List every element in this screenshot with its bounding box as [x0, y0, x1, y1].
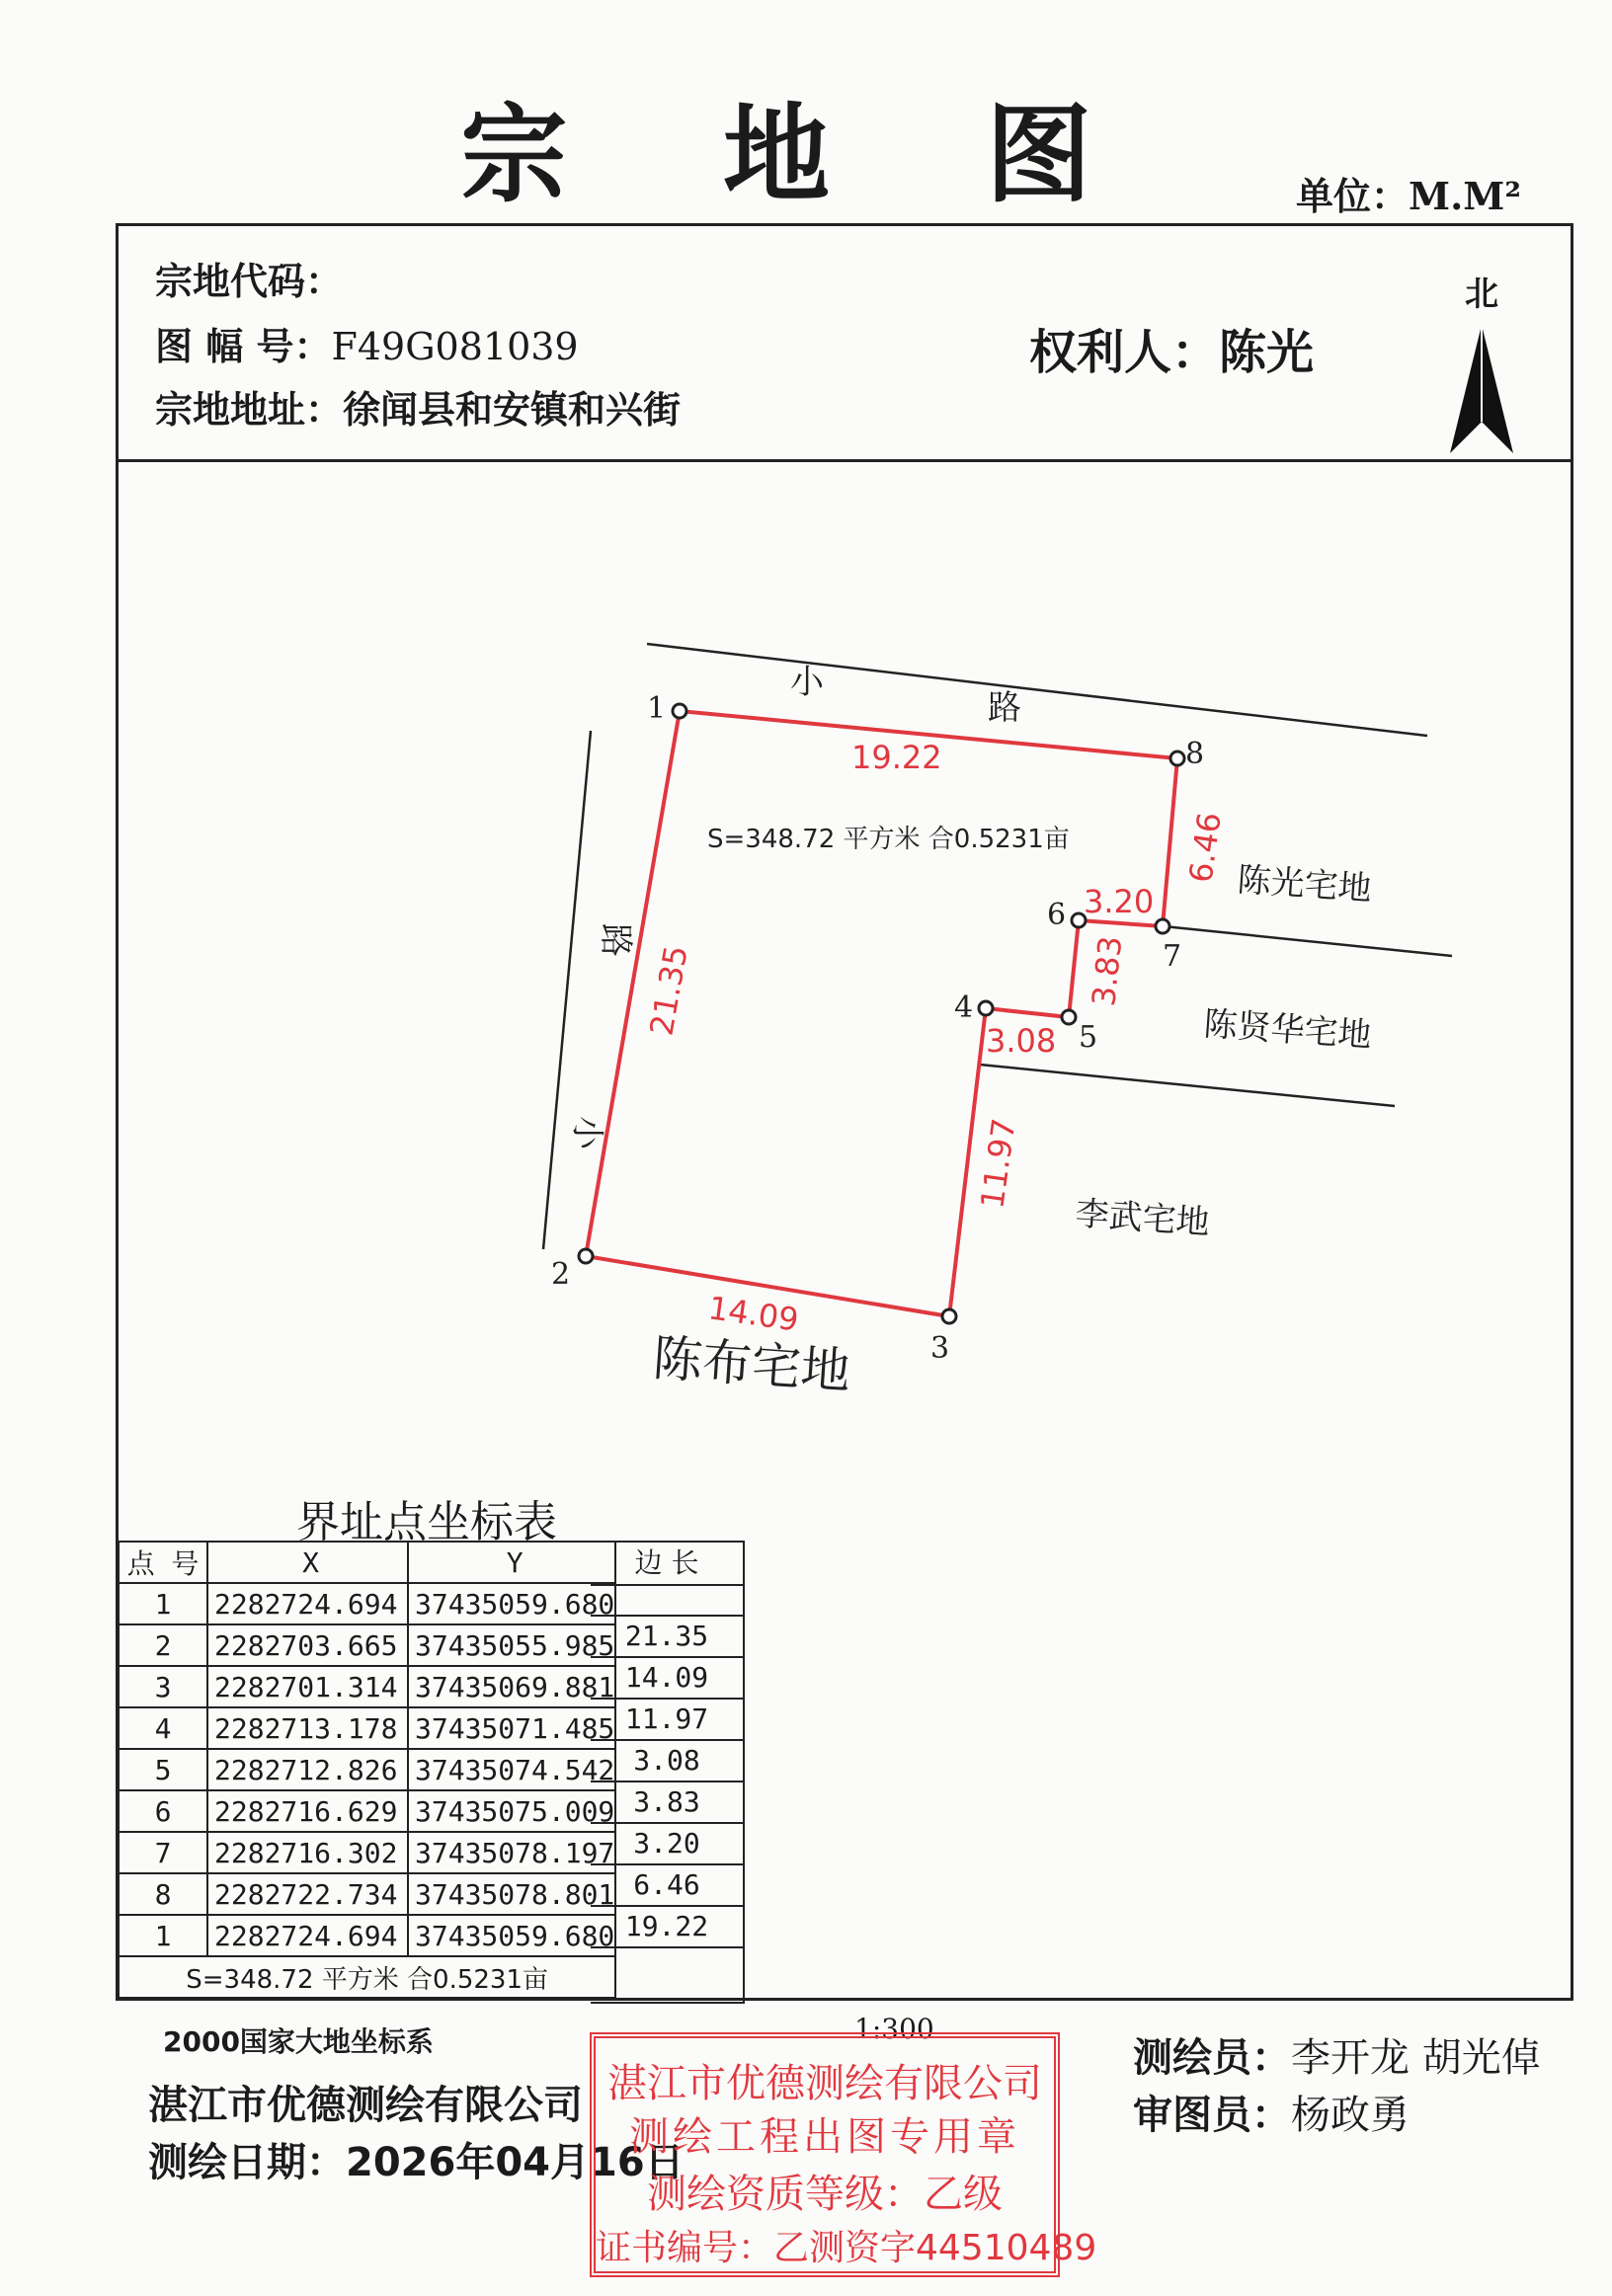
page-title: 宗 地 图: [460, 93, 1152, 217]
seal-line-4: 证书编号：乙测资字44510489: [596, 2228, 1097, 2268]
vertex-7: [1156, 919, 1169, 933]
vertex-3: [942, 1309, 956, 1323]
side-length: 19.22: [624, 1910, 709, 1942]
unit-label: 单位：M.M²: [1296, 174, 1522, 218]
neighbor-line-1: [1164, 926, 1452, 956]
side-length: 3.83: [633, 1785, 700, 1818]
seal-line-1: 湛江市优德测绘有限公司: [607, 2061, 1042, 2106]
neighbor-li-wu: 李武宅地: [1074, 1194, 1211, 1243]
vertex-label-7: 7: [1163, 939, 1182, 974]
vertex-label-4: 4: [954, 990, 974, 1025]
edge-6-5: 3.83: [1085, 934, 1130, 1008]
header-side: 边 长: [591, 1543, 743, 1586]
seal-line-3: 测绘资质等级：乙级: [647, 2172, 1003, 2217]
vertex-2: [579, 1249, 593, 1263]
table-row: 6 2282716.629 37435075.009: [119, 1790, 615, 1832]
table-row: 8 2282722.734 37435078.801: [119, 1873, 615, 1915]
vertex-label-3: 3: [930, 1331, 950, 1366]
company-seal: [590, 2032, 1097, 2277]
parcel-address: 宗地地址：徐闻县和安镇和兴街: [155, 388, 682, 432]
road-top-char-1: 小: [790, 663, 824, 702]
side-length: 14.09: [624, 1661, 709, 1694]
edge-4-3: 11.97: [973, 1116, 1023, 1212]
vertex-5: [1062, 1010, 1076, 1024]
road-left-char-2: 小: [567, 1116, 606, 1149]
vertex-1: [673, 704, 686, 718]
header-no: 点 号: [119, 1542, 207, 1583]
table-row: 3 2282701.314 37435069.881: [119, 1666, 615, 1707]
vertex-4: [979, 1001, 993, 1015]
table-footer-row: [119, 1956, 615, 1998]
table-row: 4 2282713.178 37435071.485: [119, 1707, 615, 1749]
header-x: X: [207, 1542, 408, 1583]
table-title: 界址点坐标表: [296, 1497, 557, 1547]
side-length-column: [591, 1541, 745, 2004]
road-top-line-1: [647, 644, 1427, 736]
side-length: 11.97: [624, 1702, 709, 1735]
vertex-label-8: 8: [1185, 737, 1205, 771]
table-row: 7 2282716.302 37435078.197: [119, 1832, 615, 1873]
edge-8-7: 6.46: [1181, 810, 1229, 886]
vertex-label-2: 2: [551, 1257, 571, 1292]
road-left-line: [543, 731, 591, 1249]
sheet-number: 图 幅 号：F49G081039: [155, 325, 579, 368]
edge-3-2: 14.09: [705, 1289, 801, 1339]
vertex-label-1: 1: [647, 691, 667, 726]
company-name: 湛江市优德测绘有限公司: [148, 2083, 583, 2128]
edge-2-1: 21.35: [642, 942, 695, 1039]
neighbor-chen-xianhua: 陈贤华宅地: [1202, 1004, 1373, 1056]
table-row: 2 2282703.665 37435055.985: [119, 1624, 615, 1666]
neighbor-chen-bu: 陈布宅地: [651, 1329, 852, 1400]
map-scale: 1:300: [854, 2013, 934, 2045]
table-row: 5 2282712.826 37435074.542: [119, 1749, 615, 1790]
coordinate-table: [118, 1541, 616, 1999]
neighbor-chen-guang: 陈光宅地: [1236, 860, 1373, 910]
coord-system: 2000国家大地坐标系: [163, 2025, 434, 2058]
survey-date: 测绘日期：2026年04月16日: [148, 2140, 685, 2185]
side-length: 21.35: [624, 1620, 709, 1652]
reviewer: 审图员：杨政勇: [1133, 2093, 1410, 2138]
surveyor: 测绘员：李开龙 胡光倬: [1133, 2035, 1541, 2081]
side-length: 3.08: [633, 1744, 700, 1777]
table-row: 1 2282724.694 37435059.680: [119, 1583, 615, 1624]
north-label: 北: [1465, 275, 1498, 314]
table-header-row: [119, 1542, 615, 1583]
road-top-char-2: 路: [988, 688, 1021, 728]
parcel-code: 宗地代码：: [155, 260, 344, 303]
table-area-summary: S=348.72 平方米 合0.5231亩: [119, 1956, 615, 1998]
vertex-label-5: 5: [1079, 1020, 1098, 1055]
header-y: Y: [408, 1542, 615, 1583]
side-length: 6.46: [633, 1868, 700, 1901]
edge-1-8: 19.22: [851, 739, 942, 776]
seal-line-2: 测绘工程出图专用章: [629, 2114, 1020, 2160]
edge-5-4: 3.08: [986, 1022, 1057, 1060]
vertex-label-6: 6: [1047, 898, 1067, 932]
side-length: 3.20: [633, 1827, 700, 1860]
area-label: S=348.72 平方米 合0.5231亩: [707, 825, 1070, 854]
table-row: 1 2282724.694 37435059.680: [119, 1915, 615, 1956]
road-left-char-1: 路: [596, 923, 635, 957]
vertex-8: [1170, 752, 1184, 765]
edge-7-6: 3.20: [1084, 883, 1155, 920]
owner: 权利人：陈光: [1029, 325, 1315, 380]
neighbor-line-2: [980, 1065, 1395, 1106]
